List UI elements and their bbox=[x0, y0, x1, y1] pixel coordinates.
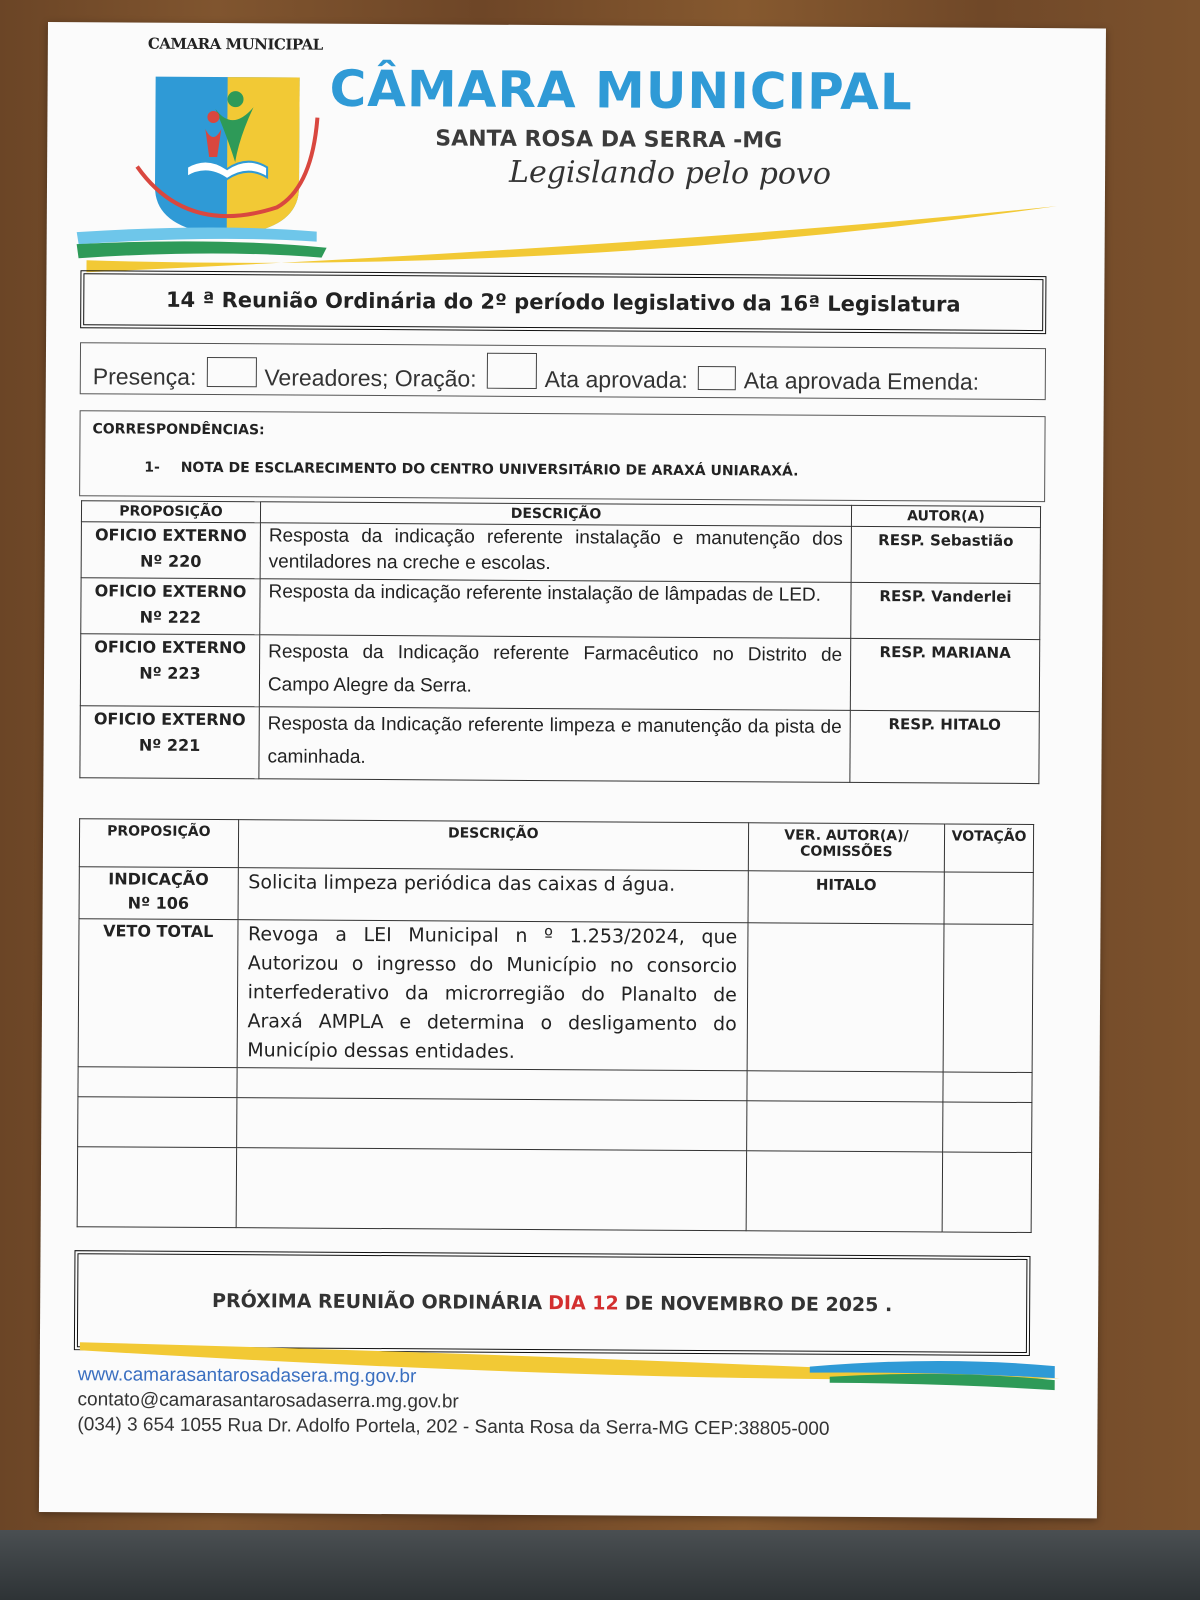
descricao-cell: Resposta da indicação referente instalação de lâmpadas de LED. bbox=[260, 579, 851, 639]
floor-background bbox=[0, 1530, 1200, 1600]
presence-row bbox=[80, 342, 1046, 400]
table-row bbox=[79, 867, 1033, 925]
proposicao-number: Nº 223 bbox=[139, 663, 201, 683]
empty-cell bbox=[78, 1067, 237, 1098]
ver-autor-cell bbox=[747, 923, 944, 1072]
empty-cell bbox=[78, 1097, 237, 1148]
proposicao-number: Nº 220 bbox=[139, 551, 202, 571]
col-header-proposicao: PROPOSIÇÃO bbox=[79, 819, 238, 868]
page-motto: Legislando pelo povo bbox=[508, 154, 832, 192]
proposicao-cell bbox=[80, 634, 259, 707]
proposicao-number: Nº 222 bbox=[139, 607, 202, 627]
next-meeting-day: DIA 12 bbox=[548, 1292, 619, 1315]
vereadores-oracao-label: Vereadores; Oração: bbox=[264, 364, 477, 392]
footer-address: (034) 3 654 1055 Rua Dr. Adolfo Portela, 202 - Santa Rosa da Serra-MG CEP:38805-000 bbox=[77, 1414, 830, 1440]
col-header-autor: AUTOR(A) bbox=[851, 505, 1040, 527]
descricao-cell: Resposta da Indicação referente Farmacêutico no Distrito de Campo Alegre da Serra. bbox=[259, 635, 850, 711]
ata-aprovada-label: Ata aprovada: bbox=[544, 366, 688, 393]
ata-emenda-label: Ata aprovada Emenda: bbox=[743, 367, 980, 395]
descricao-cell: Revoga a LEI Municipal n º 1.253/2024, que Autorizou o ingresso do Município no consorcio interfederativo da microrregião do Planalto de Araxá AMPLA e determina o desligamento do Município dessas entidades. bbox=[237, 920, 748, 1071]
empty-cell bbox=[237, 1068, 747, 1101]
logo-caption: CAMARA MUNICIPAL bbox=[147, 34, 323, 54]
col-header-ver-autor: VER. AUTOR(A)/ COMISSÕES bbox=[748, 823, 944, 872]
next-meeting-suffix: DE NOVEMBRO DE 2025 . bbox=[624, 1292, 893, 1317]
footer-website-link[interactable]: www.camarasantarosadasera.mg.gov.br bbox=[77, 1364, 417, 1388]
proposicao-type: OFICIO EXTERNO bbox=[94, 581, 247, 602]
votacao-table bbox=[77, 818, 1034, 1233]
empty-cell bbox=[236, 1148, 747, 1231]
autor-cell: RESP. HITALO bbox=[850, 710, 1039, 783]
col-header-descricao: DESCRIÇÃO bbox=[260, 502, 851, 527]
correspondencias-heading: CORRESPONDÊNCIAS: bbox=[92, 421, 265, 439]
proposicao-number: Nº 106 bbox=[127, 893, 190, 913]
proposicao-type: OFICIO EXTERNO bbox=[94, 637, 247, 658]
col-header-descricao: DESCRIÇÃO bbox=[238, 820, 749, 871]
presenca-checkbox[interactable] bbox=[206, 357, 256, 387]
empty-table-row bbox=[77, 1147, 1031, 1233]
presenca-label: Presença: bbox=[92, 363, 197, 390]
autor-cell: RESP. Sebastião bbox=[851, 526, 1040, 583]
proposicao-cell bbox=[81, 578, 260, 635]
ata-aprovada-checkbox[interactable] bbox=[698, 366, 736, 390]
item-number: 1- bbox=[144, 459, 160, 476]
proposicao-cell bbox=[80, 706, 259, 779]
correspondencia-item bbox=[144, 460, 798, 480]
page-subtitle: SANTA ROSA DA SERRA -MG bbox=[435, 126, 783, 154]
proposicao-type: OFICIO EXTERNO bbox=[94, 525, 247, 546]
correspondencias-box bbox=[79, 410, 1046, 502]
table-row bbox=[80, 706, 1039, 784]
table-header-row bbox=[79, 819, 1033, 873]
proposicao-type: VETO TOTAL bbox=[103, 921, 214, 942]
empty-cell bbox=[236, 1098, 747, 1151]
proposicao-type: INDICAÇÃO bbox=[108, 869, 209, 889]
votacao-cell[interactable] bbox=[943, 1102, 1032, 1153]
oficios-table bbox=[79, 500, 1041, 784]
autor-cell: RESP. Vanderlei bbox=[851, 582, 1040, 639]
proposicao-cell bbox=[79, 867, 238, 920]
empty-cell bbox=[746, 1101, 943, 1152]
proposicao-type: OFICIO EXTERNO bbox=[93, 709, 246, 730]
descricao-cell: Solicita limpeza periódica das caixas d água. bbox=[238, 868, 749, 923]
empty-cell bbox=[77, 1147, 236, 1228]
table-row bbox=[78, 919, 1033, 1073]
session-title: 14 ª Reunião Ordinária do 2º período legislativo da 16ª Legislatura bbox=[165, 287, 961, 317]
session-title-box bbox=[80, 270, 1046, 334]
votacao-cell[interactable] bbox=[943, 1072, 1032, 1103]
oracao-checkbox[interactable] bbox=[487, 353, 537, 389]
table-row bbox=[81, 578, 1040, 640]
col-header-proposicao: PROPOSIÇÃO bbox=[81, 501, 260, 523]
page-title: CÂMARA MUNICIPAL bbox=[329, 59, 913, 122]
autor-cell: RESP. MARIANA bbox=[850, 638, 1039, 711]
document-page bbox=[39, 22, 1106, 1518]
table-row bbox=[81, 522, 1040, 584]
next-meeting-prefix: PRÓXIMA REUNIÃO ORDINÁRIA bbox=[212, 1290, 543, 1315]
votacao-cell[interactable] bbox=[942, 1152, 1031, 1233]
proposicao-cell bbox=[78, 919, 237, 1068]
empty-table-row bbox=[78, 1097, 1032, 1153]
footer bbox=[77, 1362, 829, 1442]
proposicao-cell bbox=[81, 522, 260, 579]
footer-email[interactable]: contato@camarasantarosadaserra.mg.gov.br bbox=[77, 1389, 459, 1413]
proposicao-number: Nº 221 bbox=[138, 735, 201, 755]
col-header-votacao: VOTAÇÃO bbox=[944, 824, 1033, 873]
ver-autor-cell: HITALO bbox=[748, 871, 945, 924]
descricao-cell: Resposta da indicação referente instalação e manutenção dos ventiladores na creche e escolas. bbox=[260, 523, 851, 583]
votacao-cell[interactable] bbox=[943, 924, 1033, 1073]
empty-cell bbox=[747, 1071, 943, 1102]
votacao-cell[interactable] bbox=[944, 872, 1033, 925]
item-text: NOTA DE ESCLARECIMENTO DO CENTRO UNIVERSITÁRIO DE ARAXÁ UNIARAXÁ. bbox=[180, 459, 799, 480]
table-row bbox=[80, 634, 1039, 712]
descricao-cell: Resposta da Indicação referente limpeza e manutenção da pista de caminhada. bbox=[259, 707, 850, 783]
empty-cell bbox=[746, 1151, 943, 1232]
